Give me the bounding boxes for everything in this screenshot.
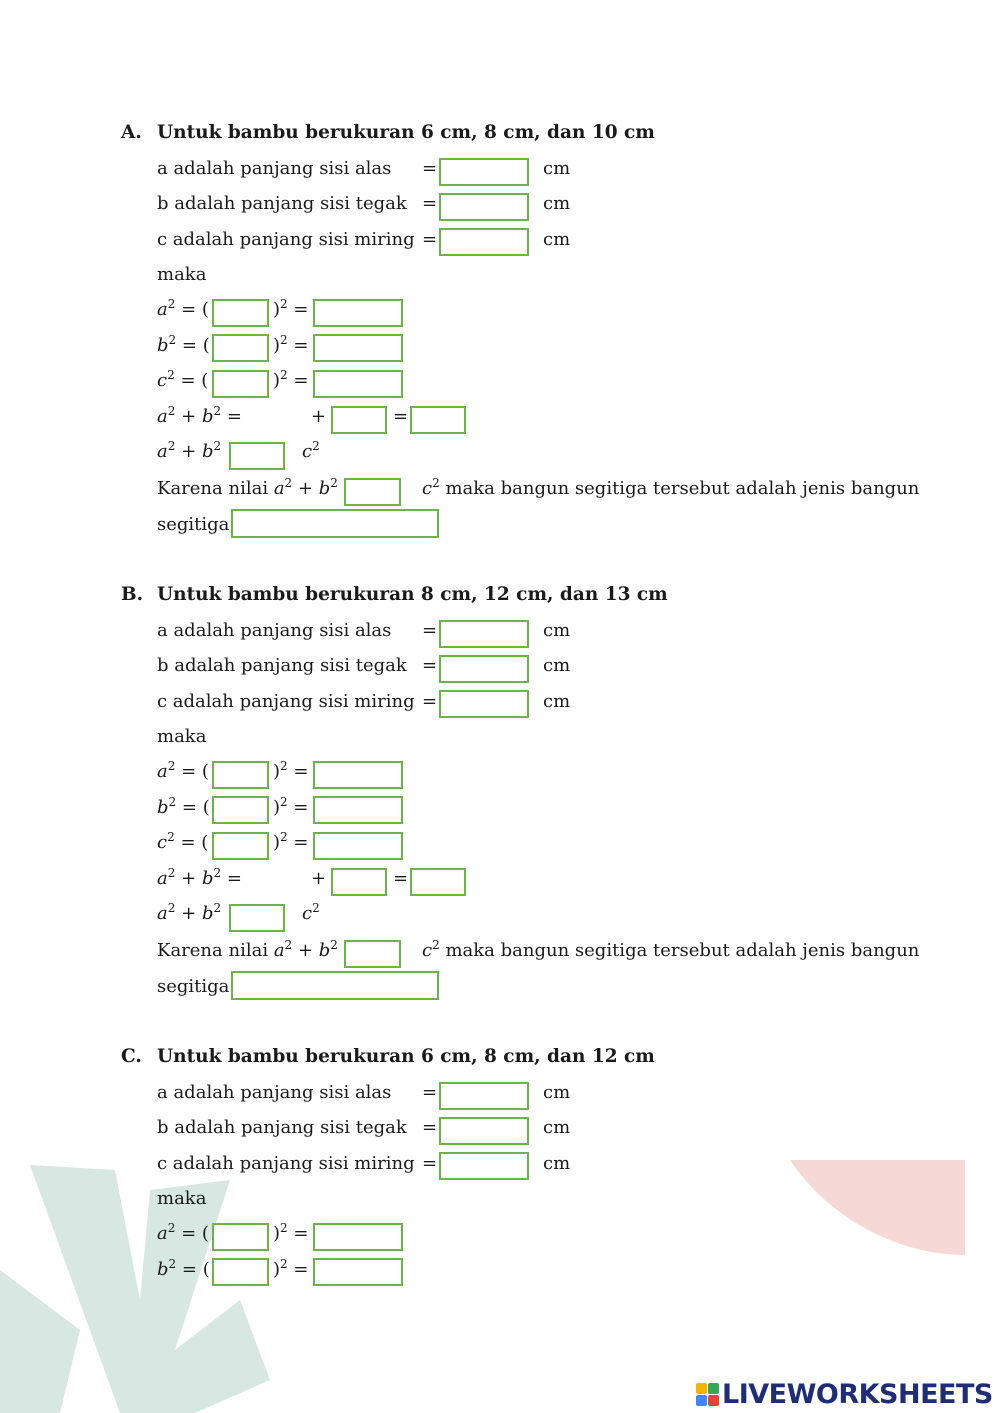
row-label: c adalah panjang sisi miring: [157, 691, 415, 712]
karena-text: Karena nilai: [157, 940, 269, 961]
exponent: 2: [167, 1221, 176, 1235]
var-a: a: [157, 1223, 168, 1244]
row-equals: =: [422, 620, 438, 641]
sum-result-input[interactable]: [410, 406, 466, 434]
square-a-close: [273, 761, 309, 783]
compare-sign-input[interactable]: [229, 904, 285, 932]
liveworksheets-logo: [696, 1378, 993, 1410]
karena-sign-input[interactable]: [344, 940, 401, 968]
exponent: 2: [167, 901, 176, 915]
triangle-type-input[interactable]: [231, 509, 439, 538]
triangle-type-input[interactable]: [231, 971, 439, 1000]
logo-mark-l: [696, 1383, 707, 1394]
sum-plus: +: [311, 406, 327, 427]
open-paren: = (: [181, 761, 209, 782]
equals: =: [226, 868, 242, 889]
exponent: 2: [167, 404, 176, 418]
close-paren: ): [273, 1259, 281, 1280]
var-a: a: [273, 478, 285, 499]
logo-mark-icon: [696, 1383, 719, 1406]
equals: =: [293, 761, 309, 782]
plus: +: [181, 441, 197, 462]
sum-expr: [157, 406, 242, 428]
close-paren: ): [273, 335, 281, 356]
var-b: b: [157, 797, 169, 818]
square-a-close: [273, 1223, 309, 1245]
logo-mark-v: [696, 1395, 707, 1406]
karena-tail: [422, 940, 919, 962]
karena-post-text: maka bangun segitiga tersebut adalah jenis bangun: [445, 940, 920, 961]
row-equals: =: [422, 1082, 438, 1103]
sum-equals: =: [393, 868, 409, 889]
exponent: 2: [280, 795, 288, 809]
equals: =: [293, 832, 309, 853]
open-paren: = (: [181, 1223, 209, 1244]
exponent: 2: [213, 439, 222, 453]
square-c-expr: [157, 832, 208, 854]
side-b-input[interactable]: [439, 655, 529, 683]
var-c: c: [157, 832, 168, 853]
equals: =: [293, 797, 309, 818]
close-paren: ): [273, 797, 281, 818]
exponent: 2: [168, 795, 177, 809]
square-c-result-input[interactable]: [313, 370, 403, 398]
side-b-input[interactable]: [439, 193, 529, 221]
close-paren: ): [273, 832, 281, 853]
exponent: 2: [280, 333, 288, 347]
var-c: c: [157, 370, 168, 391]
maka-text: maka: [157, 1188, 207, 1209]
sum-equals: =: [393, 406, 409, 427]
compare-expr: [157, 903, 221, 925]
var-a: a: [157, 903, 168, 924]
square-b-close: [273, 1259, 309, 1281]
compare-c: [302, 903, 320, 925]
side-a-input[interactable]: [439, 620, 529, 648]
var-a: a: [157, 761, 168, 782]
section-title: Untuk bambu berukuran 6 cm, 8 cm, dan 12 cm: [157, 1046, 655, 1067]
exponent: 2: [280, 368, 288, 382]
square-b-expr: [157, 797, 210, 819]
plus: +: [181, 406, 197, 427]
square-a-expr: [157, 1223, 209, 1245]
exponent: 2: [284, 476, 293, 490]
row-unit: cm: [543, 691, 571, 712]
equals: =: [293, 299, 309, 320]
square-b-base-input[interactable]: [212, 1258, 269, 1286]
side-c-input[interactable]: [439, 1152, 529, 1180]
arc-decoration: [790, 1160, 970, 1260]
exponent: 2: [330, 476, 338, 490]
square-c-close: [273, 370, 309, 392]
row-equals: =: [422, 158, 438, 179]
var-a: a: [157, 868, 168, 889]
var-b: b: [157, 335, 169, 356]
exponent: 2: [280, 1221, 288, 1235]
square-c-close: [273, 832, 309, 854]
exponent: 2: [330, 938, 338, 952]
exponent: 2: [167, 759, 176, 773]
karena-sign-input[interactable]: [344, 478, 401, 506]
exponent: 2: [284, 938, 293, 952]
exponent: 2: [312, 901, 320, 915]
square-c-result-input[interactable]: [313, 832, 403, 860]
segitiga-text: segitiga: [157, 976, 230, 997]
equals: =: [293, 370, 309, 391]
side-c-input[interactable]: [439, 228, 529, 256]
sum-plus: +: [311, 868, 327, 889]
var-a: a: [157, 441, 168, 462]
row-equals: =: [422, 1117, 438, 1138]
row-unit: cm: [543, 1117, 571, 1138]
square-b-base-input[interactable]: [212, 334, 269, 362]
square-a-result-input[interactable]: [313, 1223, 403, 1251]
open-paren: = (: [181, 1259, 210, 1280]
exponent: 2: [167, 439, 176, 453]
square-a-result-input[interactable]: [313, 761, 403, 789]
var-c: c: [302, 441, 313, 462]
equals: =: [293, 1223, 309, 1244]
karena-post-text: maka bangun segitiga tersebut adalah jenis bangun: [445, 478, 920, 499]
exponent: 2: [432, 938, 440, 952]
square-a-result-input[interactable]: [313, 299, 403, 327]
row-unit: cm: [543, 193, 571, 214]
row-label: a adalah panjang sisi alas: [157, 620, 392, 641]
logo-mark-i: [708, 1383, 719, 1394]
plus: +: [181, 903, 197, 924]
equals: =: [293, 1259, 309, 1280]
exponent: 2: [280, 759, 288, 773]
square-a-base-input[interactable]: [212, 299, 269, 327]
exponent: 2: [167, 368, 175, 382]
karena-text: Karena nilai: [157, 478, 269, 499]
close-paren: ): [273, 1223, 281, 1244]
var-c: c: [302, 903, 313, 924]
side-a-input[interactable]: [439, 158, 529, 186]
row-unit: cm: [543, 1153, 571, 1174]
square-b-result-input[interactable]: [313, 1258, 403, 1286]
var-a: a: [157, 299, 168, 320]
section-letter: C.: [121, 1046, 142, 1067]
square-a-expr: [157, 761, 209, 783]
row-equals: =: [422, 1153, 438, 1174]
var-c: c: [422, 478, 433, 499]
plus: +: [181, 868, 197, 889]
equals: =: [226, 406, 242, 427]
compare-c: [302, 441, 320, 463]
square-a-expr: [157, 299, 209, 321]
row-unit: cm: [543, 1082, 571, 1103]
row-unit: cm: [543, 158, 571, 179]
var-b: b: [318, 478, 331, 499]
row-label: c adalah panjang sisi miring: [157, 229, 415, 250]
exponent: 2: [213, 901, 222, 915]
maka-text: maka: [157, 726, 207, 747]
row-equals: =: [422, 691, 438, 712]
sum-result-input[interactable]: [410, 868, 466, 896]
close-paren: ): [273, 761, 281, 782]
square-c-base-input[interactable]: [212, 832, 269, 860]
square-b-result-input[interactable]: [313, 796, 403, 824]
open-paren: = (: [181, 299, 209, 320]
exponent: 2: [213, 404, 222, 418]
open-paren: = (: [180, 832, 209, 853]
sum-b2-input[interactable]: [331, 868, 387, 896]
karena-tail: [422, 478, 919, 500]
logo-mark-e: [708, 1395, 719, 1406]
row-label: a adalah panjang sisi alas: [157, 158, 392, 179]
plus: +: [297, 478, 314, 499]
karena-expr: [157, 940, 338, 962]
exponent: 2: [280, 297, 288, 311]
exponent: 2: [312, 439, 320, 453]
segitiga-text: segitiga: [157, 514, 230, 535]
var-b: b: [318, 940, 331, 961]
exponent: 2: [280, 830, 288, 844]
open-paren: = (: [181, 335, 210, 356]
exponent: 2: [167, 866, 176, 880]
row-label: c adalah panjang sisi miring: [157, 1153, 415, 1174]
square-c-base-input[interactable]: [212, 370, 269, 398]
square-a-base-input[interactable]: [212, 1223, 269, 1251]
close-paren: ): [273, 299, 281, 320]
exponent: 2: [167, 297, 176, 311]
row-equals: =: [422, 193, 438, 214]
plus: +: [297, 940, 314, 961]
open-paren: = (: [181, 797, 210, 818]
square-b-close: [273, 797, 309, 819]
exponent: 2: [167, 830, 175, 844]
exponent: 2: [432, 476, 440, 490]
row-label: b adalah panjang sisi tegak: [157, 655, 407, 676]
var-b: b: [201, 868, 214, 889]
var-b: b: [201, 903, 214, 924]
square-a-base-input[interactable]: [212, 761, 269, 789]
square-b-expr: [157, 1259, 210, 1281]
var-b: b: [201, 441, 214, 462]
section-letter: B.: [121, 584, 144, 605]
row-unit: cm: [543, 620, 571, 641]
square-b-close: [273, 335, 309, 357]
compare-expr: [157, 441, 221, 463]
row-equals: =: [422, 655, 438, 676]
sum-expr: [157, 868, 242, 890]
open-paren: = (: [180, 370, 209, 391]
exponent: 2: [280, 1257, 288, 1271]
exponent: 2: [168, 1257, 177, 1271]
side-a-input[interactable]: [439, 1082, 529, 1110]
equals: =: [293, 335, 309, 356]
section-letter: A.: [121, 122, 142, 143]
var-a: a: [157, 406, 168, 427]
sum-b2-input[interactable]: [331, 406, 387, 434]
square-a-close: [273, 299, 309, 321]
side-b-input[interactable]: [439, 1117, 529, 1145]
var-a: a: [273, 940, 285, 961]
row-label: b adalah panjang sisi tegak: [157, 1117, 407, 1138]
side-c-input[interactable]: [439, 690, 529, 718]
row-unit: cm: [543, 655, 571, 676]
row-unit: cm: [543, 229, 571, 250]
var-b: b: [201, 406, 214, 427]
var-b: b: [157, 1259, 169, 1280]
karena-expr: [157, 478, 338, 500]
square-b-result-input[interactable]: [313, 334, 403, 362]
maka-text: maka: [157, 264, 207, 285]
square-b-base-input[interactable]: [212, 796, 269, 824]
square-c-expr: [157, 370, 208, 392]
compare-sign-input[interactable]: [229, 442, 285, 470]
section-title: Untuk bambu berukuran 6 cm, 8 cm, dan 10 cm: [157, 122, 655, 143]
logo-text: LIVEWORKSHEETS: [722, 1378, 993, 1410]
var-c: c: [422, 940, 433, 961]
exponent: 2: [213, 866, 222, 880]
row-label: a adalah panjang sisi alas: [157, 1082, 392, 1103]
row-equals: =: [422, 229, 438, 250]
close-paren: ): [273, 370, 281, 391]
square-b-expr: [157, 335, 210, 357]
exponent: 2: [168, 333, 177, 347]
row-label: b adalah panjang sisi tegak: [157, 193, 407, 214]
section-title: Untuk bambu berukuran 8 cm, 12 cm, dan 13 cm: [157, 584, 668, 605]
